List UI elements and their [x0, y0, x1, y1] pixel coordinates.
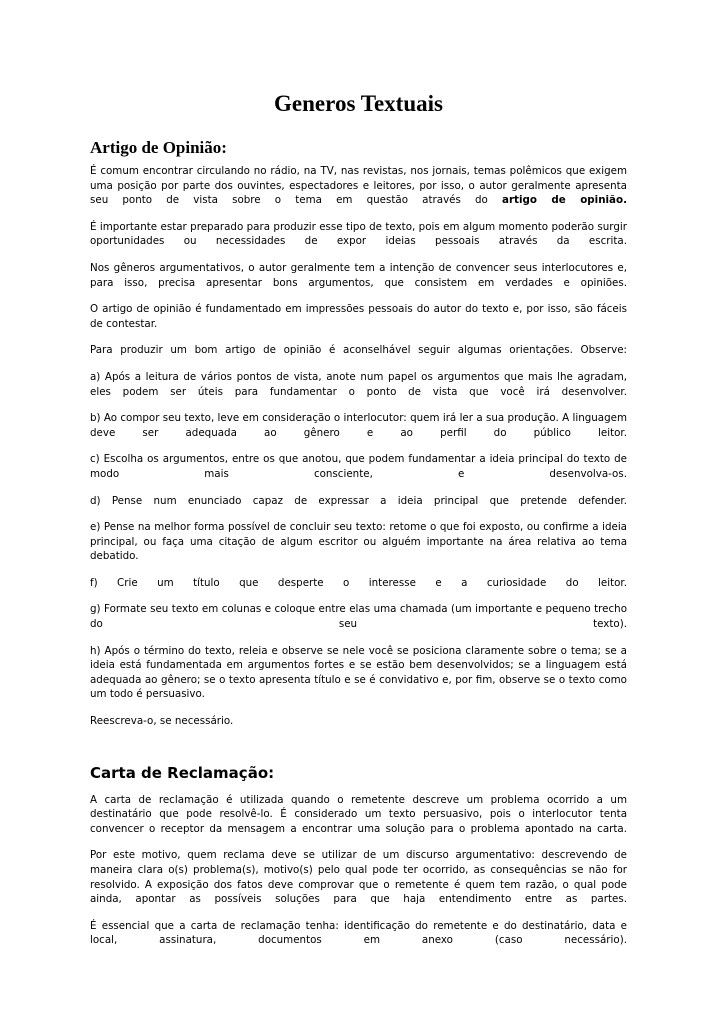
document-title: Generos Textuais — [274, 91, 443, 116]
section-spacer — [90, 741, 627, 763]
list-item-d: d) Pense num enunciado capaz de expressar a ideia principal que pretende defender. — [90, 494, 627, 507]
list-item-e: e) Pense na melhor forma possível de concluir seu texto: retome o que foi exposto, ou confirme a ideia principal, ou faça uma citação de algum escritor ou alguém importante na área relativa ao tema debatido. — [90, 521, 627, 563]
paragraph: Por este motivo, quem reclama deve se utilizar de um discurso argumentativo: descrevendo de maneira clara o(s) problema(s), motivo(s) pelo qual pode ter ocorrido, as consequências se não for resolvido. A exposição dos fatos deve comprovar que o remetente é quem tem razão, o qual pode ainda, apontar as possíveis soluções para que haja entendimento entre as partes. — [90, 849, 627, 906]
section-heading-carta: Carta de Reclamação: — [90, 763, 275, 782]
paragraph — [90, 164, 627, 208]
list-item-a: a) Após a leitura de vários pontos de vista, anote num papel os argumentos que mais lhe agradam, eles podem ser úteis para fundamentar o ponto de vista que você irá desenvolver. — [90, 370, 627, 398]
paragraph: Para produzir um bom artigo de opinião é aconselhável seguir algumas orientações. Observe: — [90, 344, 627, 357]
list-item-c: c) Escolha os argumentos, entre os que anotou, que podem fundamentar a ideia principal do texto de modo mais consciente, e desenvolva-os. — [90, 453, 627, 480]
paragraph: É essencial que a carta de reclamação tenha: identificação do remetente e do destinatário, data e local, assinatura, documentos em anexo (caso necessário). — [90, 919, 627, 947]
paragraph-text: É comum encontrar circulando no rádio, na TV, nas revistas, nos jornais, temas polêmicos que exigem uma posição por parte dos ouvintes, espectadores e leitores, por isso, o autor geralmente apresenta seu ponto de vista sobre o tema em questão através do — [90, 165, 627, 207]
document-page — [90, 90, 627, 960]
closing-line: Reescreva-o, se necessário. — [90, 715, 234, 728]
list-item-b: b) Ao compor seu texto, leve em consideração o interlocutor: quem irá ler a sua produção. A linguagem deve ser adequada ao gênero e ao perfil do público leitor. — [90, 412, 627, 439]
list-item-f: f) Crie um título que desperte o interesse e a curiosidade do leitor. — [90, 576, 627, 589]
paragraph: Nos gêneros argumentativos, o autor geralmente tem a intenção de convencer seus interlocutores e, para isso, precisa apresentar bons argumentos, que consistem em verdades e opiniões. — [90, 261, 627, 289]
paragraph: É importante estar preparado para produzir esse tipo de texto, pois em algum momento poderão surgir oportunidades ou necessidades de expor ideias pessoais através da escrita. — [90, 220, 627, 248]
section-heading-artigo: Artigo de Opinião: — [90, 138, 227, 157]
paragraph: A carta de reclamação é utilizada quando o remetente descreve um problema ocorrido a um destinatário que pode resolvê-lo. É considerado um texto persuasivo, pois o interlocutor tenta convencer o receptor da mensagem a encontrar uma solução para o problema apontado na carta. — [90, 793, 627, 835]
list-item-g: g) Formate seu texto em colunas e coloque entre elas uma chamada (um importante e pequeno trecho do seu texto). — [90, 603, 627, 631]
list-item-h: h) Após o término do texto, releia e observe se nele você se posiciona claramente sobre o tema; se a ideia está fundamentada em argumentos fortes e se estão bem desenvolvidos; se a linguagem está adequada ao gênero; se o texto apresenta título e se é convidativo e, por fim, observe se o texto como um todo é persuasivo. — [90, 644, 627, 701]
paragraph: O artigo de opinião é fundamentado em impressões pessoais do autor do texto e, por isso, são fáceis de contestar. — [90, 303, 627, 330]
bold-term: artigo de opinião. — [502, 194, 627, 207]
